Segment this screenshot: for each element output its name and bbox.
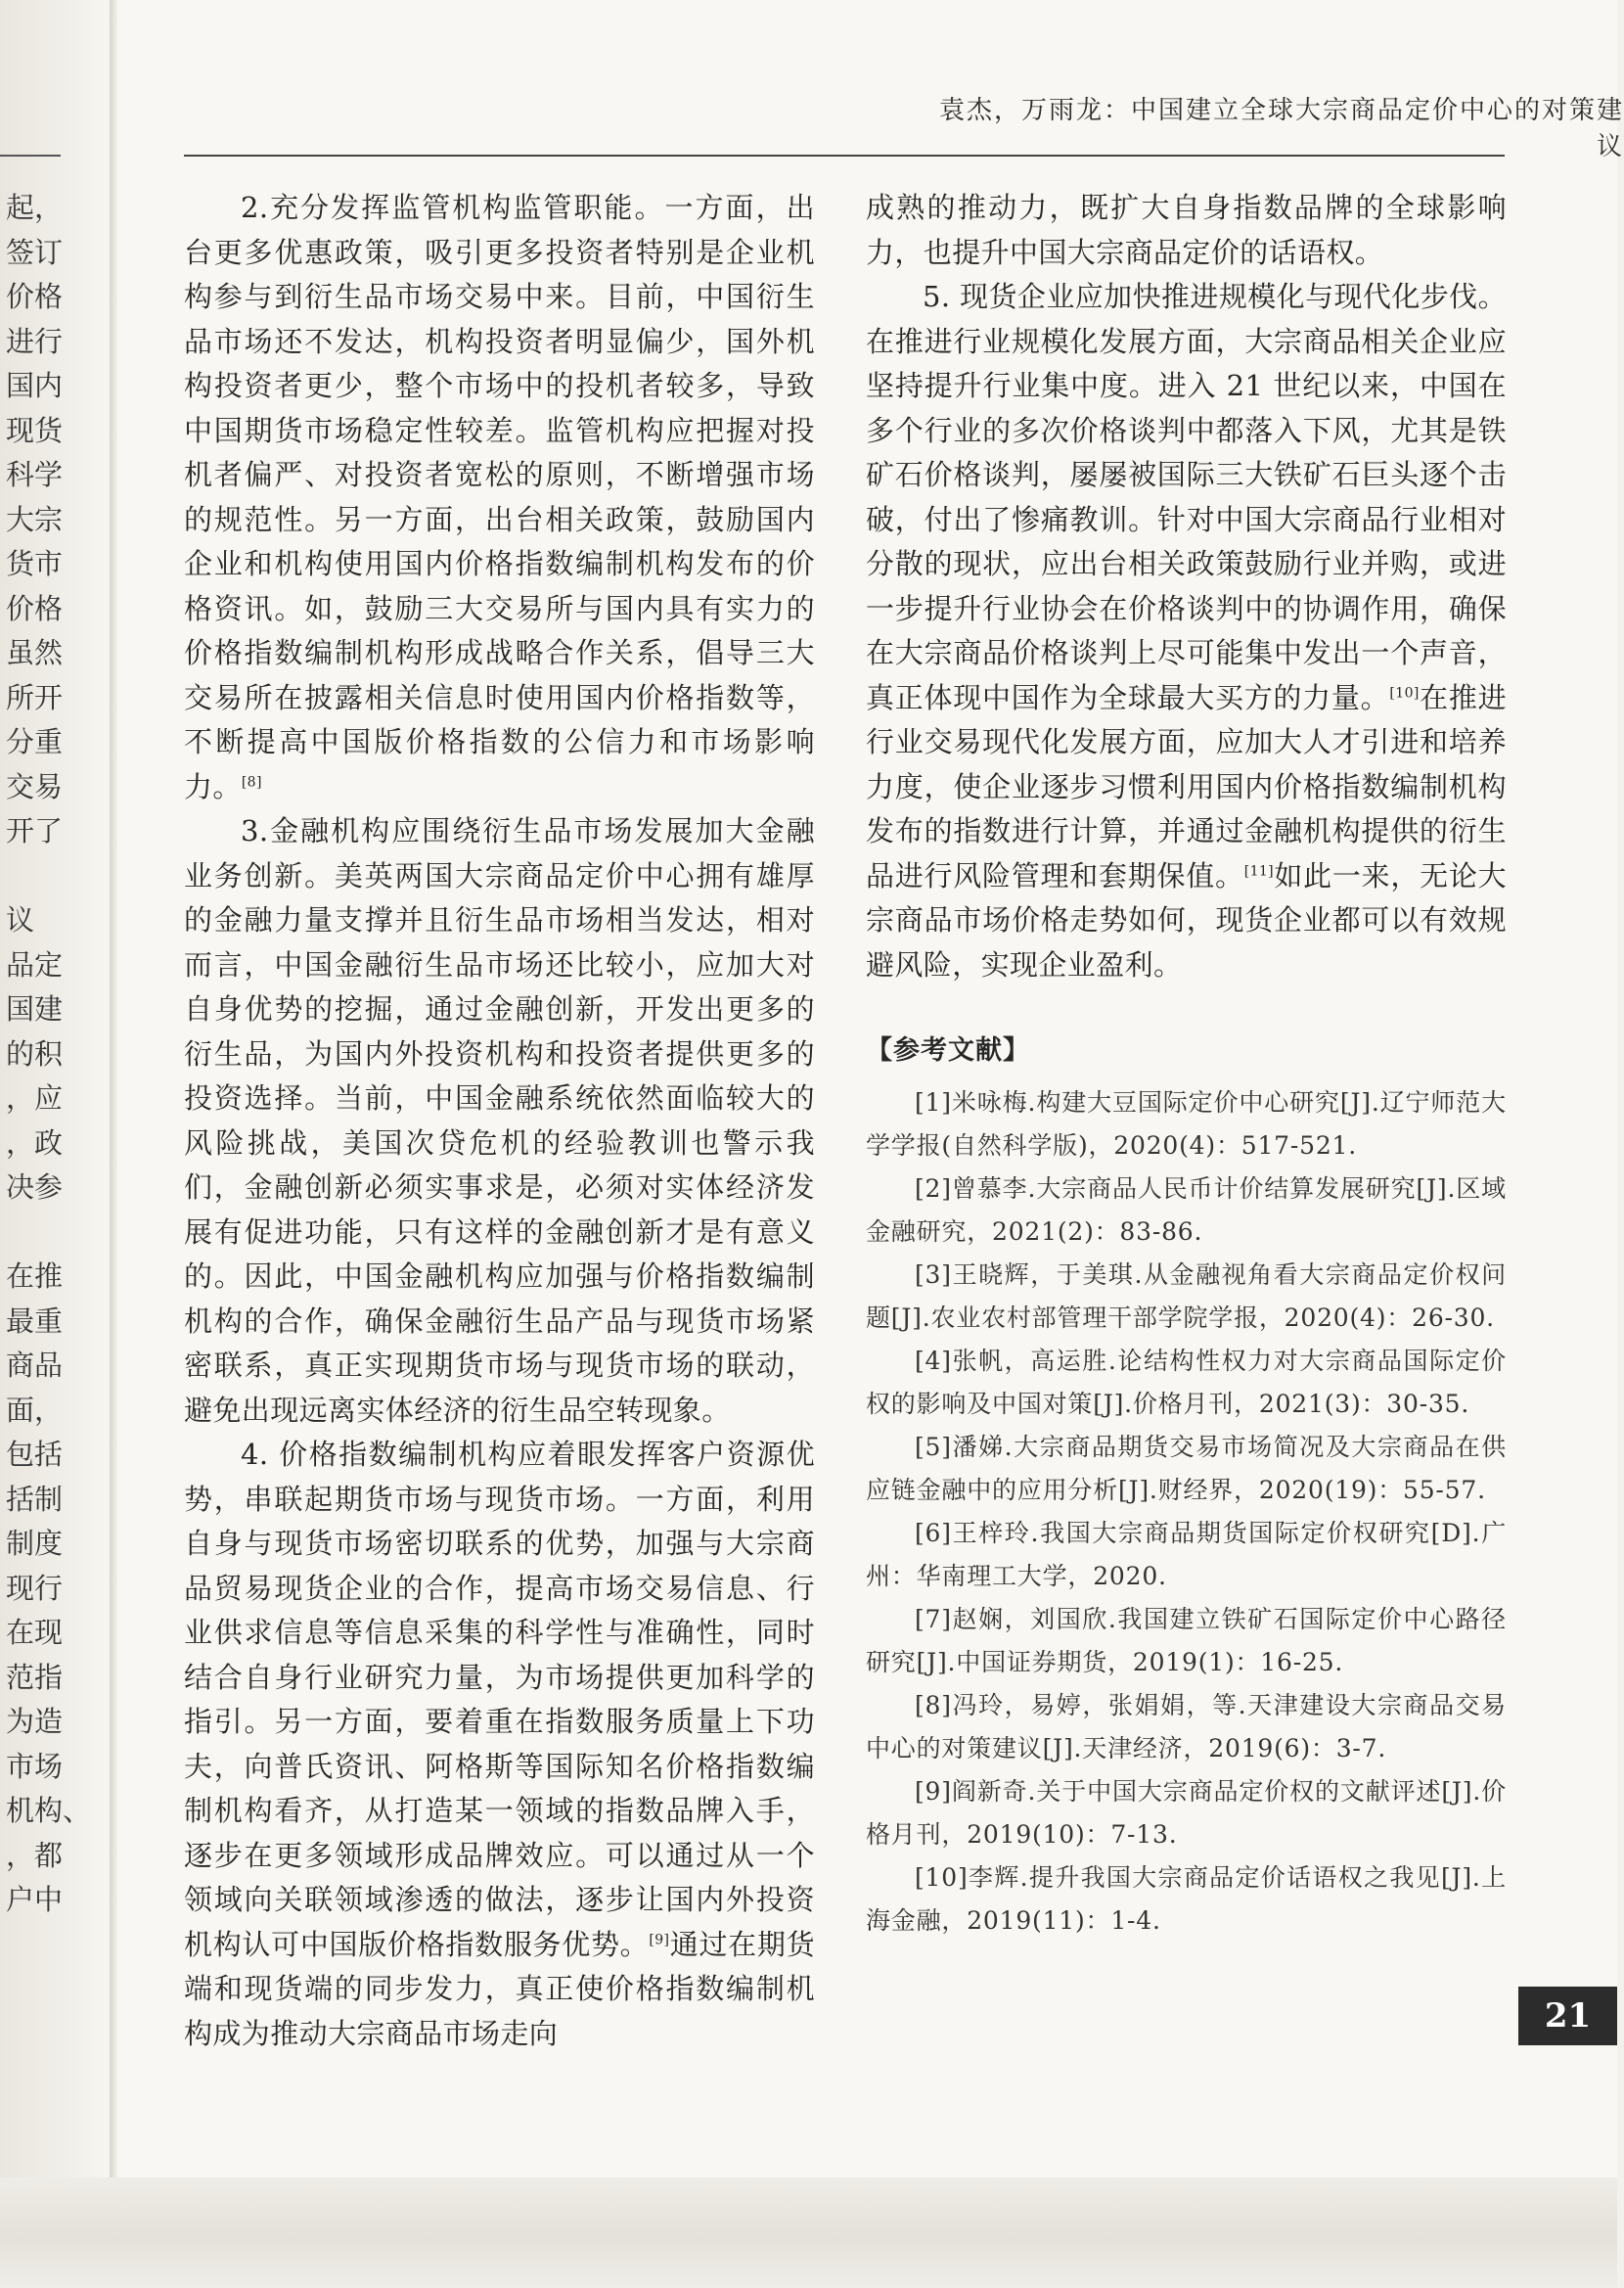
previous-page-fragment: ，政 [6, 1125, 64, 1160]
left-column [184, 186, 815, 2056]
reference-item: [6]王梓玲.我国大宗商品期货国际定价权研究[D].广州：华南理工大学，2020. [866, 1518, 1507, 1590]
previous-page-fragment: 制度 [6, 1527, 64, 1560]
reference-item: [3]王晓辉，于美琪.从金融视角看大宗商品定价权问题[J].农业农村部管理干部学院学报，2020(4)：26-30. [866, 1259, 1507, 1332]
previous-page-fragment: 虽然 [6, 636, 64, 669]
right-column [866, 186, 1507, 1943]
binding-fold [110, 0, 117, 2288]
previous-page-fragment: 决参 [6, 1170, 64, 1204]
previous-page-fragment: 所开 [6, 680, 64, 714]
previous-page-fragment: 进行 [6, 324, 64, 358]
paragraph-continued: 成熟的推动力，既扩大自身指数品牌的全球影响力，也提升中国大宗商品定价的话语权。 [866, 191, 1507, 269]
previous-page-fragment: 国建 [6, 992, 64, 1026]
previous-page-fragment: 在现 [6, 1616, 64, 1649]
reference-item: [7]赵娴，刘国欣.我国建立铁矿石国际定价中心路径研究[J].中国证券期货，2019(1)：16-25. [866, 1604, 1507, 1676]
header-rule [184, 155, 1505, 157]
previous-page-fragment: 货市 [6, 547, 64, 580]
previous-page-fragment: 签订 [6, 235, 64, 269]
previous-page-fragment: 价格 [6, 591, 64, 625]
previous-page-fragment: 包括 [6, 1438, 64, 1471]
running-header: 袁杰，万雨龙：中国建立全球大宗商品定价中心的对策建议 [938, 96, 1624, 161]
paragraph-price-index: 4. 价格指数编制机构应着眼发挥客户资源优势，串联起期货市场与现货市场。一方面，利用自身与现货市场密切联系的优势，加强与大宗商品贸易现货企业的合作，提高市场交易信息、行业供求信息等信息采集的科学性与准确性，同时结合自身行业研究力量，为市场提供更加科学的指引。另一方面，要着重在指数服务质量上下功夫，向普氏资讯、阿格斯等国际知名价格指数编制机构看齐，从打造某一领域的指数品牌入手，逐步在更多领域形成品牌效应。可以通过从一个领域向关联领域渗透的做法，逐步让国内外投资机构认可中国版价格指数服务优势。[9]通过在期货端和现货端的同步发力，真正使价格指数编制机构成为推动大宗商品市场走向 [184, 1438, 815, 2050]
previous-page-fragment: 大宗 [6, 502, 64, 536]
reference-item: [2]曾慕李.大宗商品人民币计价结算发展研究[J].区域金融研究，2021(2)：83-86. [866, 1173, 1507, 1246]
reference-list [866, 1081, 1507, 1943]
previous-page-fragment: 为造 [6, 1705, 64, 1738]
paragraph-spot-enterprises: 5. 现货企业应加快推进规模化与现代化步伐。在推进行业规模化发展方面，大宗商品相关企业应坚持提升行业集中度。进入 21 世纪以来，中国在多个行业的多次价格谈判中都落入下风，尤其是铁矿石价格谈判，屡屡被国际三大铁矿石巨头逐个击破，付出了惨痛教训。针对中国大宗商品行业相对分散的现状，应出台相关政策鼓励行业并购，或进一步提升行业协会在价格谈判中的协调作用，确保在大宗商品价格谈判上尽可能集中发出一个声音，真正体现中国作为全球最大买方的力量。[10]在推进行业交易现代化发展方面，应加大人才引进和培养力度，使企业逐步习惯利用国内价格指数编制机构发布的指数进行计算，并通过金融机构提供的衍生品进行风险管理和套期保值。[11]如此一来，无论大宗商品市场价格走势如何，现货企业都可以有效规避风险，实现企业盈利。 [866, 280, 1508, 982]
previous-page-fragments [6, 186, 92, 1923]
previous-page-fragment [6, 1211, 65, 1256]
reference-item: [8]冯玲，易婷，张娟娟，等.天津建设大宗商品交易中心的对策建议[J].天津经济，2019(6)：3-7. [866, 1690, 1507, 1762]
previous-page-fragment: 品定 [6, 947, 64, 982]
previous-page-fragment: 最重 [6, 1304, 64, 1338]
previous-page-fragment: 在推 [6, 1259, 64, 1293]
reference-item: [4]张帆，高运胜.论结构性权力对大宗商品国际定价权的影响及中国对策[J].价格月刊，2021(3)：30-35. [866, 1346, 1507, 1418]
citation-10: [10] [1389, 684, 1420, 701]
previous-page-fragment: 起， [6, 191, 64, 224]
previous-page-fragment: 的积 [6, 1036, 64, 1071]
previous-page-fragment: 开了 [6, 814, 64, 847]
previous-page-fragment: 范指 [6, 1660, 64, 1694]
previous-page-fragment: 面， [6, 1393, 64, 1427]
scan-shadow [0, 2177, 1617, 2288]
previous-page-fragment: ，应 [6, 1081, 64, 1115]
previous-page-fragment [6, 854, 65, 899]
previous-page-fragment: 科学 [6, 458, 64, 491]
paragraph-financial-institutions: 3.金融机构应围绕衍生品市场发展加大金融业务创新。美英两国大宗商品定价中心拥有雄厚的金融力量支撑并且衍生品市场相当发达，相对而言，中国金融衍生品市场还比较小，应加大对自身优势的挖掘，通过金融创新，开发出更多的衍生品，为国内外投资机构和投资者提供更多的投资选择。当前，中国金融系统依然面临较大的风险挑战，美国次贷危机的经验教训也警示我们，金融创新必须实事求是，必须对实体经济发展有促进功能，只有这样的金融创新才是有意义的。因此，中国金融机构应加强与价格指数编制机构的合作，确保金融衍生品产品与现货市场紧密联系，真正实现期货市场与现货市场的联动，避免出现远离实体经济的衍生品空转现象。 [184, 814, 815, 1427]
reference-item: [5]潘娣.大宗商品期货交易市场简况及大宗商品在供应链金融中的应用分析[J].财经界，2020(19)：55-57. [866, 1432, 1507, 1504]
previous-page-fragment: 现货 [6, 413, 64, 447]
previous-page-fragment: 国内 [6, 369, 64, 402]
previous-page-fragment: 机构、 [6, 1794, 92, 1827]
previous-page-edge [0, 0, 113, 2288]
page-number: 21 [1518, 1987, 1617, 2045]
previous-page-fragment: ，都 [6, 1838, 64, 1872]
previous-page-fragment: 议 [6, 903, 35, 937]
paragraph-regulators: 2.充分发挥监管机构监管职能。一方面，出台更多优惠政策，吸引更多投资者特别是企业机构参与到衍生品市场交易中来。目前，中国衍生品市场还不发达，机构投资者明显偏少，国外机构投资者更少，整个市场中的投机者较多，导致中国期货市场稳定性较差。监管机构应把握对投机者偏严、对投资者宽松的原则，不断增强市场的规范性。另一方面，出台相关政策，鼓励国内企业和机构使用国内价格指数编制机构发布的价格资讯。如，鼓励三大交易所与国内具有实力的价格指数编制机构形成战略合作关系，倡导三大交易所在披露相关信息时使用国内价格指数等，不断提高中国版价格指数的公信力和市场影响力。[8] [184, 191, 815, 803]
previous-page-fragment: 现行 [6, 1571, 64, 1605]
previous-page-fragment: 括制 [6, 1482, 64, 1516]
reference-item: [9]阎新奇.关于中国大宗商品定价权的文献评述[J].价格月刊，2019(10)：7-13. [866, 1776, 1507, 1849]
previous-page-fragment: 户中 [6, 1883, 64, 1916]
reference-item: [1]米咏梅.构建大豆国际定价中心研究[J].辽宁师范大学学报(自然科学版)，2020(4)：517-521. [866, 1087, 1507, 1160]
citation-11: [11] [1243, 862, 1275, 879]
previous-page-fragment: 交易 [6, 769, 64, 803]
previous-page-fragment: 商品 [6, 1349, 64, 1382]
previous-page-fragment: 分重 [6, 725, 64, 758]
citation-8: [8] [241, 773, 262, 790]
previous-page-fragment: 价格 [6, 280, 64, 313]
reference-item: [10]李辉.提升我国大宗商品定价话语权之我见[J].上海金融，2019(11)：1-4. [866, 1862, 1507, 1935]
references-heading: 【参考文献】 [866, 1035, 1030, 1066]
previous-page-rule [0, 155, 61, 157]
previous-page-fragment: 市场 [6, 1749, 64, 1783]
citation-9: [9] [649, 1931, 670, 1947]
